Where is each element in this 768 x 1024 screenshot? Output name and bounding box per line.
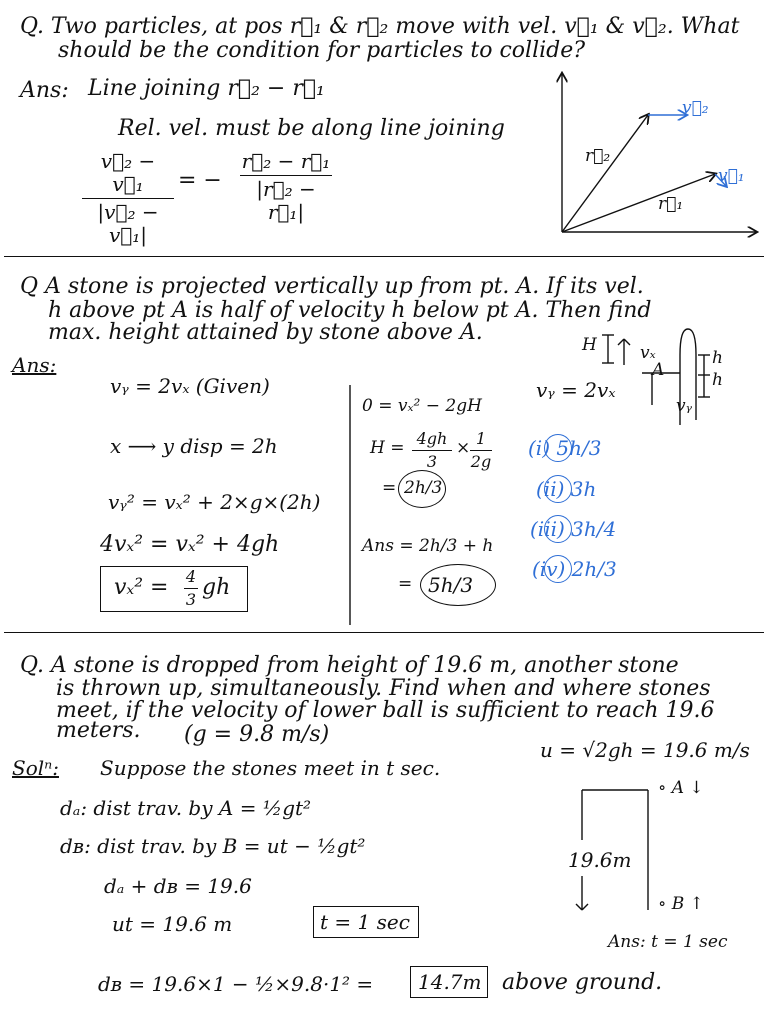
q3-dB-eq: dʙ = 19.6×1 − ½×9.8·1² = [98, 972, 374, 996]
q1-vector-diagram [540, 70, 760, 245]
q3-above: above ground. [502, 970, 663, 995]
q3-sum: dₐ + dʙ = 19.6 [104, 874, 252, 898]
q3-diagram-height: 19.6m [568, 848, 632, 872]
q3-question-line2: is thrown up, simultaneously. Find when and where stones [56, 676, 711, 701]
q3-ut: ut = 19.6 m [112, 912, 233, 936]
q2-question-line2: h above pt A is half of velocity h below pt A. Then find [48, 298, 652, 323]
q2-zero-eq: 0 = vₓ² − 2gH [362, 396, 482, 416]
q2-H-frac2 [470, 430, 492, 472]
q1-frac-left-den: |v⃗₂ − v⃗₁| [97, 200, 159, 247]
q1-question-line1: Q. Two particles, at pos r⃗₁ & r⃗₂ move with vel. v⃗₁ & v⃗₂. What [20, 14, 740, 39]
q2-x-to-y: x ⟶ y disp = 2h [110, 434, 278, 458]
q2-diagram-h2: h [712, 370, 723, 390]
q2-H-num2: 1 [475, 429, 487, 448]
q2-diagram-A: A [652, 360, 665, 380]
q2-eq-2h3: 2h/3 [404, 478, 443, 498]
q2-vertical-divider [348, 385, 352, 625]
q2-option-2: (ii) 3h [536, 477, 597, 501]
q3-question-line1: Q. A stone is dropped from height of 19.6 m, another stone [20, 653, 679, 678]
q2-boxed-frac [184, 568, 198, 610]
q1-line-joining: Line joining r⃗₂ − r⃗₁ [88, 76, 325, 101]
q2-boxed-den: 3 [185, 590, 197, 610]
q1-label-v2: v⃗₂ [682, 98, 709, 118]
q2-H-frac1 [412, 430, 452, 472]
q2-option-3: (iii) 3h/4 [530, 517, 617, 541]
q1-label-r1: r⃗₁ [658, 194, 684, 214]
q2-boxed-gh: gh [202, 575, 231, 600]
q1-fraction-left [82, 150, 174, 247]
q3-dB: dʙ: dist trav. by B = ut − ½gt² [60, 834, 366, 858]
q3-suppose: Suppose the stones meet in t sec. [100, 756, 441, 780]
q2-projectile-diagram [580, 325, 730, 435]
q3-soln-label: Solⁿ: [12, 756, 59, 780]
q2-four-vx: 4vₓ² = vₓ² + 4gh [100, 532, 280, 557]
q2-question-line3: max. height attained by stone above A. [48, 320, 483, 345]
q2-ans-final: 5h/3 [428, 573, 474, 597]
q2-option-1: (i) 5h/3 [528, 436, 602, 460]
q2-diagram-H: H [582, 335, 597, 355]
q2-H-den: 3 [426, 452, 438, 472]
q2-H-times: × [456, 438, 471, 458]
q3-t-value: t = 1 sec [320, 910, 410, 934]
q3-final-answer: Ans: t = 1 sec [608, 932, 728, 952]
q2-H-den2: 2g [470, 452, 492, 472]
q1-frac-left-num: v⃗₂ − v⃗₁ [100, 149, 156, 196]
q2-ans-eq: Ans = 2h/3 + h [362, 536, 494, 556]
q3-dA: dₐ: dist trav. by A = ½gt² [60, 796, 312, 820]
q2-eq-prefix: = [382, 478, 397, 498]
q3-question-line3: meet, if the velocity of lower ball is sufficient to reach 19.6 [56, 698, 715, 723]
q1-label-r2: r⃗₂ [585, 146, 611, 166]
q1-rel-vel: Rel. vel. must be along line joining [118, 116, 505, 141]
q2-boxed-num: 4 [185, 567, 197, 586]
q2-diagram-vx: vₓ [640, 343, 656, 363]
q3-diagram-A: ∘ A ↓ [658, 778, 704, 798]
q1-frac-right-num: r⃗₂ − r⃗₁ [241, 149, 331, 173]
q1-ans-label: Ans: [20, 78, 69, 103]
q2-ans-label: Ans: [12, 353, 57, 377]
q2-option-4: (iv) 2h/3 [532, 557, 617, 581]
q3-g-value: (g = 9.8 m/s) [184, 722, 330, 747]
q3-dB-value: 14.7m [418, 970, 482, 994]
q2-right-vy: vᵧ = 2vₓ [536, 378, 616, 402]
q2-ans-prefix: = [398, 574, 413, 594]
q1-equals: = − [178, 168, 222, 193]
q3-question-line4: meters. [56, 718, 141, 743]
q2-diagram-h1: h [712, 348, 723, 368]
q2-diagram-vy: vᵧ [676, 396, 693, 416]
q1-frac-right-den: |r⃗₂ − r⃗₁| [256, 177, 316, 224]
q2-vy-given: vᵧ = 2vₓ (Given) [110, 374, 270, 398]
q1-question-line2: should be the condition for particles to collide? [58, 38, 586, 63]
divider-2 [4, 632, 764, 633]
q2-H-lhs: H = [370, 438, 405, 458]
q2-question-line1: Q A stone is projected vertically up from pt. A. If its vel. [20, 274, 644, 299]
q3-diagram-B: ∘ B ↑ [658, 894, 704, 914]
q2-vy2-eq: vᵧ² = vₓ² + 2×g×(2h) [108, 490, 321, 514]
q2-H-num: 4gh [416, 429, 448, 448]
q1-fraction-right [240, 150, 332, 224]
q1-label-v1: v⃗₁ [718, 166, 745, 186]
q3-u-eq: u = √2gh = 19.6 m/s [540, 738, 750, 762]
q2-boxed-lhs: vₓ² = [114, 575, 169, 600]
divider-1 [4, 256, 764, 257]
